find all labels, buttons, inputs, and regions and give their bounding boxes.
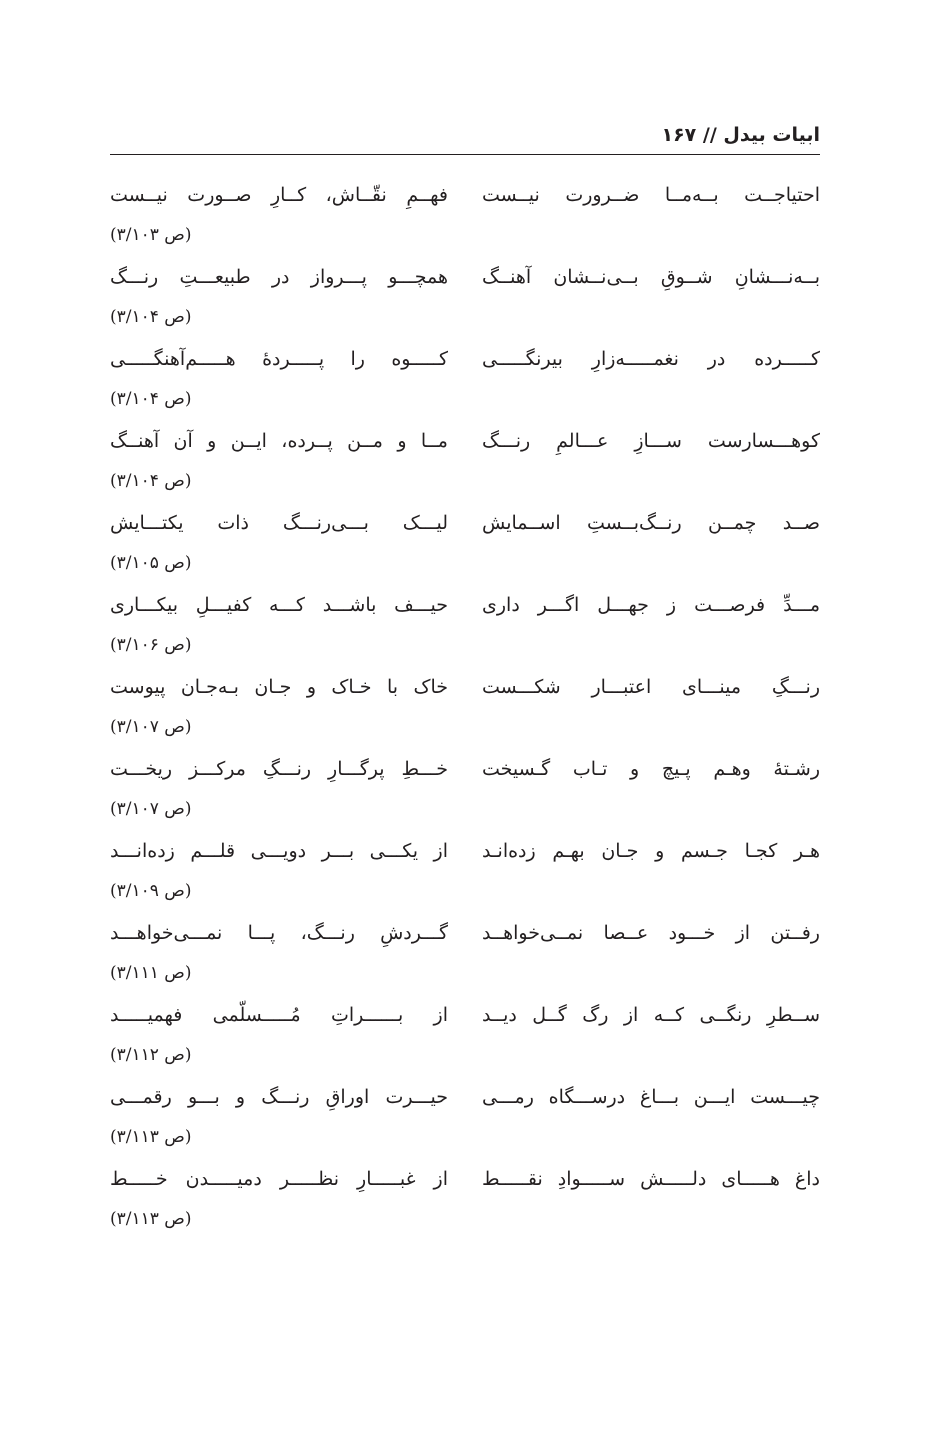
verse-line: [110, 1078, 820, 1122]
verse-1: [110, 176, 820, 258]
verse-reference: (ص ۳/۱۰۴): [110, 389, 192, 409]
verse-line: [110, 340, 820, 384]
first-hemistich: چیـــست ایـــن بـــاغ درســـگاه رمـــی: [482, 1086, 820, 1108]
second-hemistich: کـــــوه را پـــــردۀ هـــــم‌آهنگـــــی: [110, 348, 448, 370]
second-hemistich: از بــــــراتِ مُـــــسلّمی فهمیـــــد: [110, 1004, 448, 1026]
verse-12: [110, 1078, 820, 1160]
second-hemistich: از یکـــی بـــر دویـــی قلـــم زده‌انـــد: [110, 840, 448, 862]
verse-reference: (ص ۳/۱۱۱): [110, 963, 192, 983]
verse-reference: (ص ۳/۱۰۹): [110, 881, 192, 901]
second-hemistich: حیـــف باشـــد کـــه کفیـــلِ بیکـــاری: [110, 594, 448, 616]
verse-line: [110, 504, 820, 548]
verse-reference: (ص ۳/۱۰۵): [110, 553, 192, 573]
verse-7: [110, 668, 820, 750]
verse-11: [110, 996, 820, 1078]
first-hemistich: کـــــرده در نغمـــــه‌زارِ بیرنگـــــی: [482, 348, 820, 370]
verse-reference: (ص ۳/۱۱۲): [110, 1045, 192, 1065]
first-hemistich: مـــدِّ فرصـــت ز جهـــل اگـــر داری: [482, 594, 820, 616]
header-title: ابیات بیدل // ۱۶۷: [661, 124, 820, 146]
verse-reference: (ص ۳/۱۰۷): [110, 717, 192, 737]
verse-10: [110, 914, 820, 996]
verse-reference: (ص ۳/۱۱۳): [110, 1209, 192, 1229]
verse-line: [110, 1160, 820, 1204]
first-hemistich: صــد چمــن رنــگ‌بــستِ اســمایش: [482, 512, 820, 534]
first-hemistich: رشـتۀ وهـم پـیچ و تـاب گـسیخت: [482, 758, 820, 780]
verse-4: [110, 422, 820, 504]
verse-reference: (ص ۳/۱۱۳): [110, 1127, 192, 1147]
verse-2: [110, 258, 820, 340]
second-hemistich: خـــطِ پرگـــارِ رنـــگِ مرکـــز ریخـــت: [110, 758, 448, 780]
verse-13: [110, 1160, 820, 1242]
second-hemistich: گـــردشِ رنـــگ، پـــا نمـــی‌خواهـــد: [110, 922, 448, 944]
running-header: [110, 118, 820, 155]
verse-line: [110, 832, 820, 876]
verse-list: [110, 176, 820, 1242]
verse-line: [110, 258, 820, 302]
second-hemistich: فهــمِ نقّــاش، کــارِ صــورت نیــست: [110, 184, 448, 206]
verse-reference: (ص ۳/۱۰۶): [110, 635, 192, 655]
verse-line: [110, 586, 820, 630]
first-hemistich: رفــتن از خـــود عــصا نمــی‌خواهــد: [482, 922, 820, 944]
verse-9: [110, 832, 820, 914]
second-hemistich: خاک با خـاک و جـان بـه‌جـان پیوست: [110, 676, 448, 698]
verse-line: [110, 176, 820, 220]
verse-reference: (ص ۳/۱۰۴): [110, 471, 192, 491]
verse-reference: (ص ۳/۱۰۳): [110, 225, 192, 245]
first-hemistich: داغ هـــــای دلـــــش ســـــوادِ نقـــــط: [482, 1168, 820, 1190]
verse-line: [110, 422, 820, 466]
second-hemistich: همچـــو پـــرواز در طبیعـــتِ رنـــگ: [110, 266, 448, 288]
verse-6: [110, 586, 820, 668]
verse-reference: (ص ۳/۱۰۴): [110, 307, 192, 327]
verse-8: [110, 750, 820, 832]
second-hemistich: لیـــک بـــی‌رنـــگ ذات یکتـــایش: [110, 512, 448, 534]
first-hemistich: ســطرِ رنگــی کــه از رگ گــل دیــد: [482, 1004, 820, 1026]
verse-reference: (ص ۳/۱۰۷): [110, 799, 192, 819]
first-hemistich: رنـــگِ مینـــای اعتبـــار شکـــست: [482, 676, 820, 698]
second-hemistich: مــا و مــن پــرده، ایــن و آن آهنــگ: [110, 430, 448, 452]
verse-3: [110, 340, 820, 422]
verse-line: [110, 996, 820, 1040]
verse-line: [110, 750, 820, 794]
first-hemistich: هـر کجـا جـسم و جـان بهـم زده‌انـد: [482, 840, 820, 862]
verse-5: [110, 504, 820, 586]
first-hemistich: بــه‌نـــشانِ شــوقِ بــی‌نــشان آهنــگ: [482, 266, 820, 288]
second-hemistich: از غبـــــارِ نظـــــر دمیـــــدن خـــــط: [110, 1168, 448, 1190]
first-hemistich: کوهـــسارست ســـازِ عـــالمِ رنـــگ: [482, 430, 820, 452]
verse-line: [110, 668, 820, 712]
second-hemistich: حیـــرت اوراقِ رنـــگ و بـــو رقمـــی: [110, 1086, 448, 1108]
first-hemistich: احتیاجــت بــه‌مــا ضــرورت نیــست: [482, 184, 820, 206]
verse-line: [110, 914, 820, 958]
